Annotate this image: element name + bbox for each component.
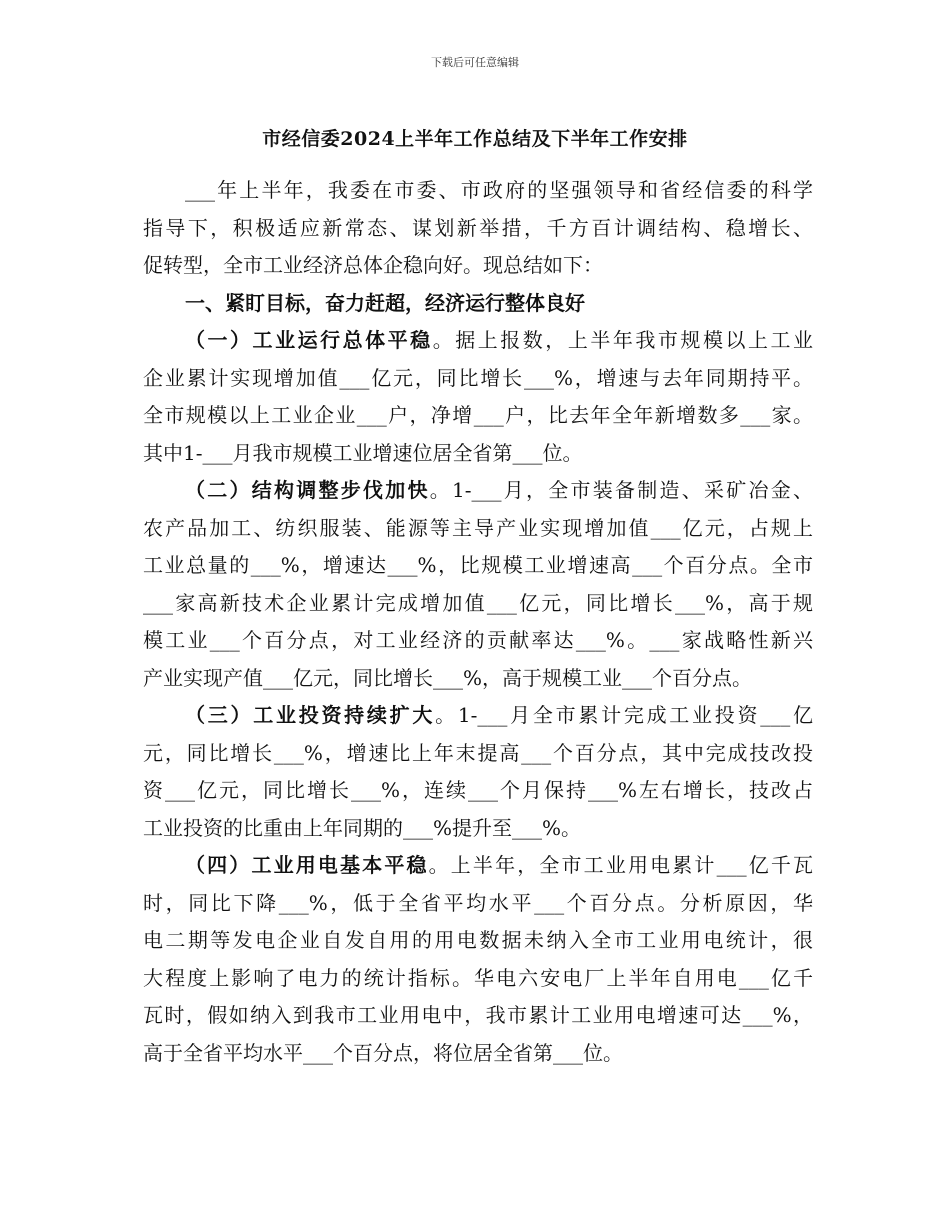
paragraph-2: [143, 472, 813, 697]
paragraph-line: 农产品加工、纺织服装、能源等主导产业实现增加值___亿元，占规上: [143, 515, 813, 540]
paragraph-4: [143, 847, 813, 1072]
paragraph-line: [143, 697, 813, 735]
paragraph-line: 全市规模以上工业企业___户，净增___户，比去年全年新增数多___家。: [143, 403, 813, 427]
header-note: 下载后可任意编辑: [431, 56, 519, 69]
paragraph-line: 其中1-___月我市规模工业增速位居全省第___位。: [143, 440, 583, 465]
paragraph-heading: （三）工业投资持续扩大: [185, 703, 436, 727]
paragraph-line: [143, 322, 813, 360]
paragraph-3: [143, 697, 813, 847]
paragraph-text: 。1-___月，全市装备制造、采矿冶金、: [429, 478, 814, 502]
paragraph-line: 指导下，积极适应新常态、谋划新举措，千方百计调结构、稳增长、: [143, 215, 813, 240]
paragraph-heading: （一）工业运行总体平稳: [185, 328, 433, 352]
paragraph-line: 工业总量的___%，增速达___%，比规模工业增速高___个百分点。全市: [143, 553, 813, 577]
paragraph-line: 大程度上影响了电力的统计指标。华电六安电厂上半年自用电___亿千: [143, 965, 813, 990]
paragraph-line: [143, 472, 813, 510]
paragraph-heading: （二）结构调整步伐加快: [185, 478, 430, 502]
paragraph-line: ___年上半年，我委在市委、市政府的坚强领导和省经信委的科学: [185, 178, 813, 202]
paragraph-text: 。上半年，全市工业用电累计___亿千瓦: [428, 853, 814, 877]
paragraph-line: [143, 847, 813, 885]
paragraph-line: 元，同比增长___%，增速比上年末提高___个百分点，其中完成技改投: [143, 740, 813, 765]
paragraph-line: 促转型，全市工业经济总体企稳向好。现总结如下：: [143, 253, 603, 277]
paragraph-line: 工业投资的比重由上年同期的___%提升至___%。: [143, 815, 582, 840]
paragraph-line: 模工业___个百分点，对工业经济的贡献率达___%。___家战略性新兴: [143, 628, 813, 652]
paragraph-line: 企业累计实现增加值___亿元，同比增长___%，增速与去年同期持平。: [143, 365, 813, 390]
paragraph-line: 高于全省平均水平___个百分点，将位居全省第___位。: [143, 1040, 623, 1065]
paragraph-line: 电二期等发电企业自发自用的用电数据未纳入全市工业用电统计，很: [143, 928, 813, 952]
section-heading: 一、紧盯目标，奋力赶超，经济运行整体良好: [185, 290, 585, 315]
paragraph-line: ___家高新技术企业累计完成增加值___亿元，同比增长___%，高于规: [143, 590, 813, 615]
paragraph-heading: （四）工业用电基本平稳: [185, 853, 429, 877]
paragraph-line: 瓦时，假如纳入到我市工业用电中，我市累计工业用电增速可达___%，: [143, 1003, 813, 1027]
document-body: [143, 172, 813, 1072]
paragraph-text: 。1-___月全市累计完成工业投资___亿: [435, 703, 814, 727]
paragraph-line: 产业实现产值___亿元，同比增长___%，高于规模工业___个百分点。: [143, 665, 753, 690]
paragraph-text: 。据上报数，上半年我市规模以上工业: [432, 328, 814, 352]
intro-paragraph: [143, 172, 813, 285]
paragraph-line: 时，同比下降___%，低于全省平均水平___个百分点。分析原因，华: [143, 890, 813, 915]
paragraph-line: 资___亿元，同比增长___%，连续___个月保持___%左右增长，技改占: [143, 778, 813, 802]
document-title: 市经信委2024上半年工作总结及下半年工作安排: [262, 128, 688, 150]
paragraph-1: [143, 322, 813, 472]
